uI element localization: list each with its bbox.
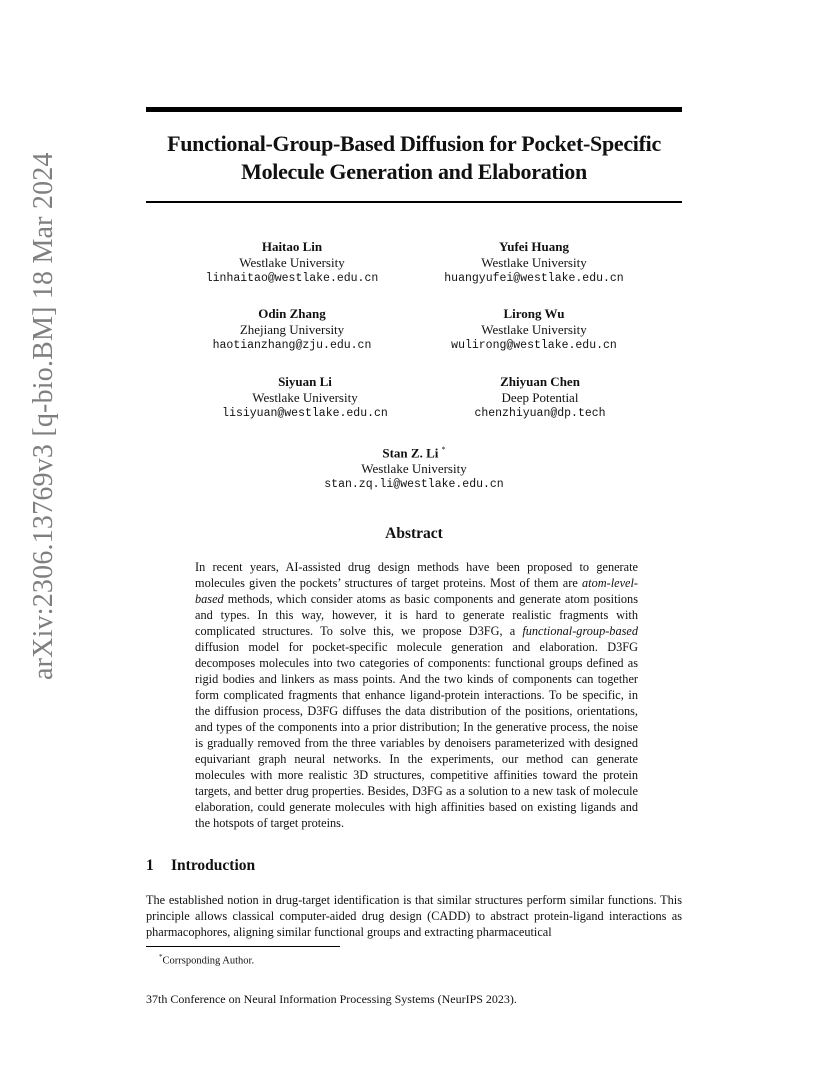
author-block (404, 239, 664, 287)
author-block (162, 239, 422, 287)
title-rule-bottom (146, 201, 682, 203)
author-block (410, 374, 670, 422)
author-email: huangyufei@westlake.edu.cn (444, 272, 624, 285)
author-affiliation: Westlake University (481, 322, 587, 337)
corresponding-marker: * (441, 445, 446, 454)
author-name: Lirong Wu (503, 306, 565, 321)
author-email: chenzhiyuan@dp.tech (474, 407, 606, 420)
section-title: Introduction (171, 857, 256, 874)
footnote-text: Corrsponding Author. (162, 955, 255, 967)
author-name-text: Stan Z. Li (382, 445, 439, 461)
author-name: Zhiyuan Chen (500, 374, 580, 389)
venue-note: 37th Conference on Neural Information Processing Systems (NeurIPS 2023). (146, 992, 517, 1006)
author-name: Siyuan Li (278, 374, 332, 389)
author-block (175, 374, 435, 422)
author-affiliation: Westlake University (361, 461, 467, 477)
author-email: lisiyuan@westlake.edu.cn (222, 407, 388, 420)
abstract-emphasis: atom-level-based (195, 576, 638, 606)
author-block (162, 306, 422, 354)
author-affiliation: Westlake University (252, 390, 358, 405)
author-name (284, 442, 544, 461)
author-block (284, 442, 544, 493)
title-rule-top (146, 107, 682, 112)
title-line-2: Molecule Generation and Elaboration (241, 159, 587, 184)
footnote (159, 950, 254, 969)
section-number: 1 (146, 857, 154, 874)
arxiv-identifier: arXiv:2306.13769v3 [q-bio.BM] 18 Mar 2024 (28, 152, 59, 680)
section-heading (146, 857, 255, 875)
abstract-heading: Abstract (385, 525, 443, 542)
footnote-marker: * (159, 953, 163, 961)
author-affiliation: Westlake University (239, 255, 345, 270)
intro-paragraph: The established notion in drug-target identification is that similar structures perform similar functions. This principle allows classical computer-aided drug design (CADD) to abstract protein-ligand interactions as pharmacophores, aligning similar functional groups and extracting pharmaceutical (146, 893, 682, 939)
author-affiliation: Westlake University (481, 255, 587, 270)
abstract-text: diffusion model for pocket-specific molecule generation and elaboration. D3FG decomposes molecules into two categories of components: functional groups defined as rigid bodies and linkers as mass points. And the two kinds of components can together form complicated fragments that enhance ligand-protein interactions. To be specific, in the diffusion process, D3FG diffuses the data distribution of the positions, orientations, and types of the components into a prior distribution; In the generative process, the noise is gradually removed from the three variables by denoisers parameterized with designed equivariant graph neural networks. In the experiments, our method can generate molecules with more realistic 3D structures, competitive affinities toward the protein targets, and better drug properties. Besides, D3FG as a solution to a new task of molecule elaboration, could generate molecules with high affinities based on existing ligands and the hotspots of target proteins. (195, 640, 638, 830)
title-line-1: Functional-Group-Based Diffusion for Pocket-Specific (167, 131, 661, 156)
author-name: Yufei Huang (499, 239, 569, 254)
author-email: haotianzhang@zju.edu.cn (212, 339, 372, 352)
author-block (404, 306, 664, 354)
author-affiliation: Deep Potential (501, 390, 579, 405)
paper-title (136, 130, 692, 186)
footnote-rule (146, 946, 340, 947)
author-name: Haitao Lin (261, 239, 323, 254)
author-affiliation: Zhejiang University (239, 322, 345, 337)
abstract-text: methods, which consider atoms as basic components and generate atom positions and types. In this way, however, it is hard to generate realistic fragments with complicated structures. To solve this, we propose D3FG, a (195, 592, 638, 638)
author-name: Odin Zhang (258, 306, 326, 321)
abstract-text: In recent years, AI-assisted drug design methods have been proposed to generate molecules given the pockets’ structures of target proteins. Most of them are (195, 560, 638, 590)
abstract-emphasis: functional-group-based (522, 624, 638, 638)
author-email: linhaitao@westlake.edu.cn (205, 272, 379, 285)
author-email: stan.zq.li@westlake.edu.cn (324, 478, 504, 492)
abstract-body (195, 559, 638, 831)
author-email: wulirong@westlake.edu.cn (451, 339, 617, 352)
